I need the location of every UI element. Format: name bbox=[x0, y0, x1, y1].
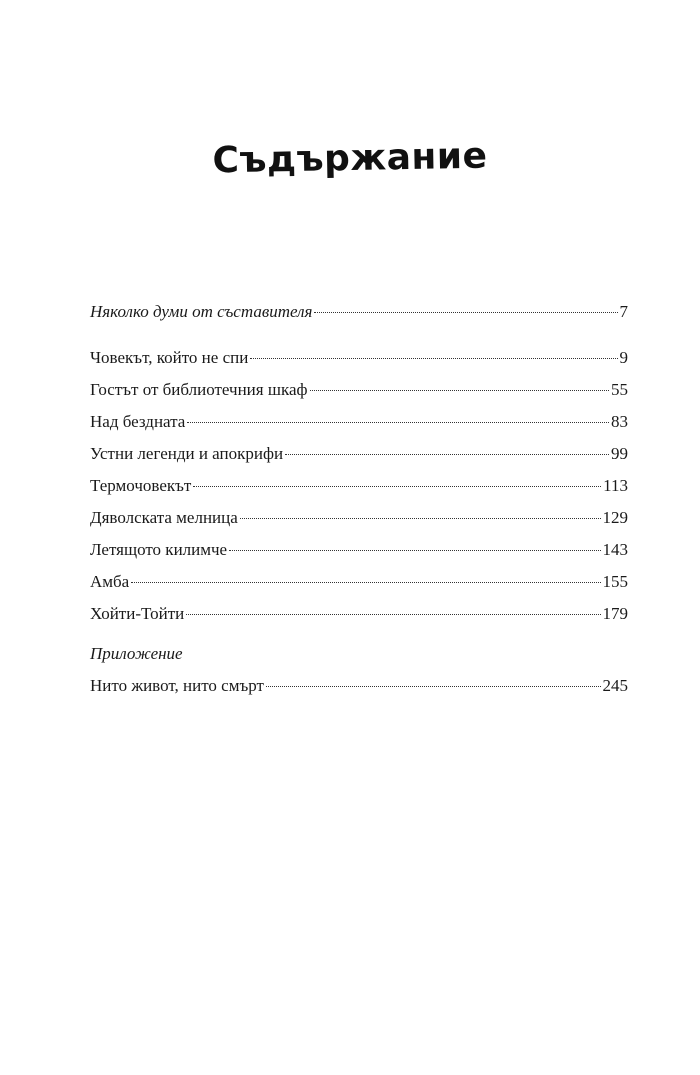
spacer bbox=[90, 328, 628, 342]
dot-leader bbox=[310, 390, 609, 391]
toc-entry-label: Устни легенди и апокрифи bbox=[90, 444, 284, 463]
toc-page-number: 155 bbox=[602, 572, 628, 591]
toc-entry-preface bbox=[90, 296, 628, 328]
toc-entry bbox=[90, 534, 628, 566]
toc-page-number: 179 bbox=[602, 604, 628, 623]
toc-page-number: 55 bbox=[611, 380, 628, 399]
dot-leader bbox=[285, 454, 609, 455]
toc-entry bbox=[90, 502, 628, 534]
toc-page-number: 7 bbox=[619, 302, 628, 321]
toc-page-number: 9 bbox=[619, 348, 628, 367]
toc-page-number: 113 bbox=[603, 476, 628, 495]
page-title: Съдържание bbox=[212, 135, 488, 182]
toc-entry bbox=[90, 342, 628, 374]
toc-entry-label: Нито живот, нито смърт bbox=[90, 676, 264, 695]
toc-entry-label: Термочовекът bbox=[90, 476, 192, 495]
dot-leader bbox=[314, 312, 617, 313]
toc-entry-label: Амба bbox=[90, 572, 130, 591]
appendix-heading: Приложение bbox=[90, 644, 183, 663]
dot-leader bbox=[229, 550, 600, 551]
dot-leader bbox=[266, 686, 601, 687]
toc-entry bbox=[90, 470, 628, 502]
toc-page-number: 129 bbox=[602, 508, 628, 527]
toc-page-number: 83 bbox=[611, 412, 628, 431]
dot-leader bbox=[193, 486, 601, 487]
toc-entry bbox=[90, 566, 628, 598]
dot-leader bbox=[186, 614, 600, 615]
toc-entry-label: Човекът, който не спи bbox=[90, 348, 249, 367]
spacer bbox=[90, 630, 628, 638]
toc-page-number: 99 bbox=[611, 444, 628, 463]
toc-entry bbox=[90, 406, 628, 438]
toc-entry bbox=[90, 438, 628, 470]
toc-entry-label: Хойти-Тойти bbox=[90, 604, 185, 623]
toc-entry-label: Гостът от библиотечния шкаф bbox=[90, 380, 308, 399]
toc-entry bbox=[90, 598, 628, 630]
dot-leader bbox=[187, 422, 609, 423]
toc-page-number: 245 bbox=[602, 676, 628, 695]
toc-entry-appendix bbox=[90, 670, 628, 702]
toc-entry-label: Летящото килимче bbox=[90, 540, 228, 559]
table-of-contents bbox=[90, 296, 628, 702]
dot-leader bbox=[250, 358, 617, 359]
toc-entry-label: Няколко думи от съставителя bbox=[90, 302, 313, 321]
toc-entry bbox=[90, 374, 628, 406]
toc-page-number: 143 bbox=[602, 540, 628, 559]
dot-leader bbox=[131, 582, 600, 583]
dot-leader bbox=[240, 518, 601, 519]
toc-entry-label: Над бездната bbox=[90, 412, 186, 431]
toc-entry-label: Дяволската мелница bbox=[90, 508, 238, 527]
